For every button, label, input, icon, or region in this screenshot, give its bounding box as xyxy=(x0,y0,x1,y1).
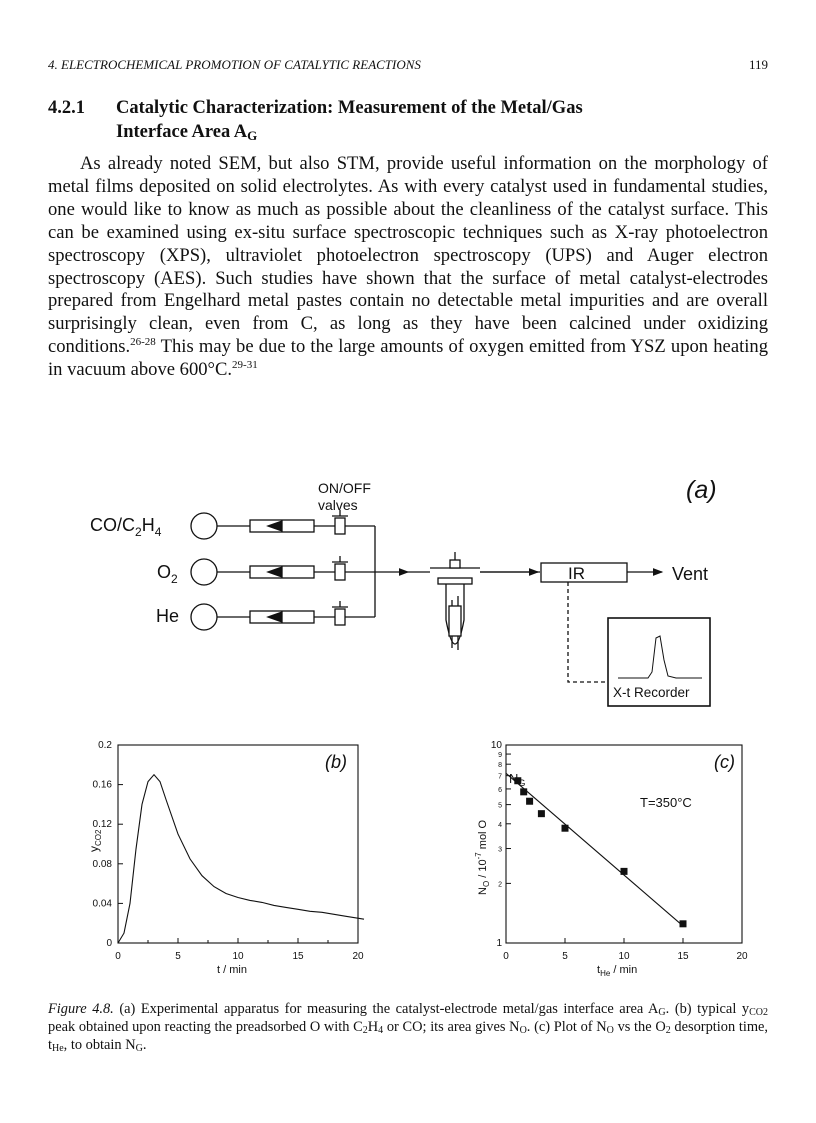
page-number: 119 xyxy=(748,57,768,72)
body-paragraph xyxy=(48,153,768,382)
chart-c-x-tick-labels xyxy=(503,951,748,962)
reference-29-31[interactable]: 29-31 xyxy=(232,359,258,372)
gas-cylinder-icon xyxy=(191,513,217,539)
valves-label-line2: valves xyxy=(318,497,358,513)
chart-c-x-tick-label: 20 xyxy=(736,951,748,962)
reactor-cell-icon xyxy=(408,552,540,650)
chart-b-panel-label: (b) xyxy=(325,752,347,772)
chart-b-y-tick-label: 0 xyxy=(106,938,112,949)
chart-b-x-tick-labels xyxy=(115,951,364,962)
apparatus-diagram xyxy=(90,476,717,706)
chart-c-x-tick-label: 15 xyxy=(677,951,689,962)
section-heading xyxy=(48,96,583,148)
chart-c-x-tick-label: 10 xyxy=(618,951,630,962)
chart-c-y-tick-label: 8 xyxy=(498,762,502,770)
chart-b xyxy=(87,740,364,976)
chart-b-y-tick-label: 0.08 xyxy=(92,858,112,870)
chart-c-y-axis-label: $N_O / 10^{-7}$ mol O xyxy=(474,819,491,895)
running-head xyxy=(48,57,768,73)
chart-c-x-axis-label: $t_{He}$ / min xyxy=(597,964,638,978)
chart-c-y-tick-label: 10 xyxy=(490,740,502,751)
paragraph-text-2: This may be due to the large amounts of oxygen emitted from YSZ upon heating in vacuum above 600°C. xyxy=(48,336,768,381)
paragraph-text-1: As already noted SEM, but also STM, provide useful information on the morphology of metal films deposited on solid electrolytes. As with every catalyst used in fundamental studies, one would like to know as much as possible about the cleanliness of the catalyst surface. This can be examined using ex-situ surface spectroscopic techniques such as X-ray photoelectron spectroscopy (XPS), ultraviolet photoelectron spectroscopy (UPS) and Auger electron spectroscopy (AES). Such studies have shown that the surface of metal catalyst-electrodes prepared from Engelhard metal pastes contain no detectable metal impurities and are overall surprisingly clean, even from C, as long as they have been calcined under oxidizing conditions. xyxy=(48,153,768,358)
chart-c-y-tick-label: 7 xyxy=(498,773,502,781)
section-number: 4.2.1 xyxy=(48,98,85,118)
section-title-line2: Interface Area $A_G$ xyxy=(116,122,258,143)
chart-b-y-tick-label: 0.04 xyxy=(92,898,112,910)
chart-c-y-tick-labels xyxy=(491,740,503,949)
chart-b-y-tick-label: 0.2 xyxy=(98,740,112,751)
chart-c-data-point xyxy=(562,825,569,832)
chart-c-y-tick-label: 1 xyxy=(496,938,502,949)
flow-arrow-icon xyxy=(268,521,282,531)
signal-cable xyxy=(568,582,608,682)
chart-b-series-line xyxy=(118,775,364,943)
gas-cylinder-line-3 xyxy=(191,601,375,630)
chart-c-y-tick-label: 5 xyxy=(498,802,502,810)
chart-b-x-tick-label: 0 xyxy=(115,951,121,962)
gas-cylinder-icon xyxy=(191,559,217,585)
reference-26-28[interactable]: 26-28 xyxy=(130,336,156,349)
ir-analyzer-label: IR xyxy=(568,564,585,583)
panel-a-label: (a) xyxy=(686,476,717,504)
chart-c-y-tick-label: 9 xyxy=(498,752,502,760)
gas-cylinder-icon xyxy=(191,604,217,630)
chart-b-x-tick-label: 10 xyxy=(232,951,244,962)
chart-b-y-axis-label: $y_{CO2}$ xyxy=(87,829,103,852)
recorder-trace-icon xyxy=(618,636,702,678)
flow-arrow-icon xyxy=(268,567,282,577)
chart-c-frame xyxy=(506,745,742,943)
flow-arrow-icon xyxy=(268,612,282,622)
gas-label-o2: $O_2$ xyxy=(157,562,178,586)
gas-cylinder-line-1 xyxy=(191,510,375,539)
chart-c-data-point xyxy=(520,788,527,795)
chart-b-y-tick-label: 0.16 xyxy=(92,779,112,791)
chart-b-x-tick-label: 20 xyxy=(352,951,364,962)
chart-c-panel-label: (c) xyxy=(714,752,735,772)
figure-4-8 xyxy=(0,460,816,990)
chart-c-y-tick-label: 4 xyxy=(498,821,502,829)
chart-c-y-tick-label: 3 xyxy=(498,846,502,854)
valve-icon xyxy=(335,564,345,580)
chart-c-temperature-annotation: T=350°C xyxy=(640,795,692,810)
chart-c-data-point xyxy=(680,920,687,927)
gas-label-he: He xyxy=(156,606,180,626)
chart-c-ng-label: $N_G$ xyxy=(509,771,526,788)
figure-caption: Figure 4.8. (a) Experimental apparatus for measuring the catalyst-electrode metal/gas interface area $A_G$. (b) typical $y_{CO2}$ peak obtained upon reacting the preadsorbed O with $C_2H_4$ or CO; its area gives $N_O$. (c) Plot of $N_O$ vs the $O_2$ desorption time, $t_{He}$, to obtain $N_G$. xyxy=(48,1001,769,1054)
chart-b-x-axis-label: t / min xyxy=(217,964,247,976)
chart-b-y-tick-label: 0.12 xyxy=(92,819,112,831)
chart-c-data-point xyxy=(538,810,545,817)
chart-c-x-tick-label: 0 xyxy=(503,951,509,962)
running-head-title: 4. ELECTROCHEMICAL PROMOTION OF CATALYTIC REACTIONS xyxy=(48,57,421,72)
chart-c-x-tick-label: 5 xyxy=(562,951,568,962)
chart-c-ticks xyxy=(506,745,742,943)
chart-b-x-tick-label: 15 xyxy=(292,951,304,962)
chart-c-data-point xyxy=(526,798,533,805)
chart-c xyxy=(474,740,748,978)
xt-recorder-label: X-t Recorder xyxy=(613,685,690,700)
valves-label-line1: ON/OFF xyxy=(318,480,371,496)
valve-icon xyxy=(335,518,345,534)
vent-label: Vent xyxy=(672,564,709,584)
gas-label-co-c2h4: $CO/C_2H_4$ xyxy=(90,515,162,539)
caption-label: Figure 4.8. xyxy=(48,1001,114,1017)
chart-c-y-tick-label: 2 xyxy=(498,881,502,889)
section-title-line1: Catalytic Characterization: Measurement of the Metal/Gas xyxy=(116,98,583,118)
chart-b-x-tick-label: 5 xyxy=(175,951,181,962)
valve-icon xyxy=(335,609,345,625)
chart-c-data-point xyxy=(621,868,628,875)
chart-c-y-tick-label: 6 xyxy=(498,786,502,794)
